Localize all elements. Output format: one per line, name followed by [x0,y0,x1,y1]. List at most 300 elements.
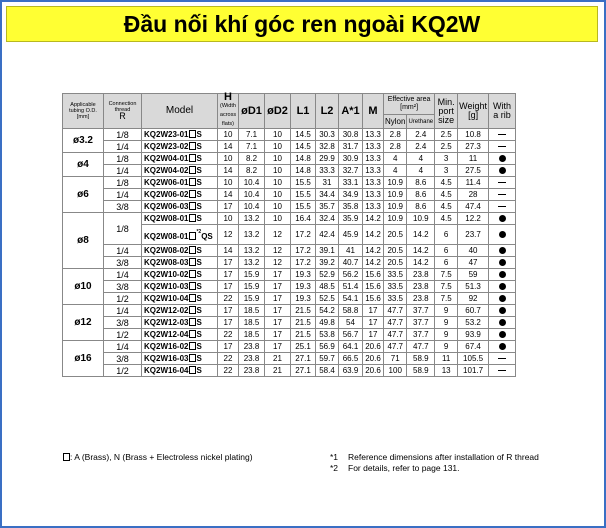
d2-cell: 21 [265,353,291,365]
l2-cell: 39.2 [316,257,339,269]
spec-table-body [63,129,516,377]
h-cell: 10 [218,153,239,165]
l2-cell: 32.8 [316,141,339,153]
notes-left [62,452,253,463]
l1-cell: 14.5 [291,129,316,141]
urethane-cell: 8.6 [407,177,435,189]
port-cell: 4.5 [435,213,458,225]
thread-cell: 1/2 [104,293,142,305]
thread-cell: 1/8 [104,153,142,165]
model-suffix: S [196,245,202,255]
model-cell [142,257,218,269]
model-footnote: *2 [196,229,202,235]
d2-cell: 17 [265,305,291,317]
h-cell: 10 [218,213,239,225]
urethane-cell: 8.6 [407,189,435,201]
nylon-cell: 47.7 [384,329,407,341]
header-nylon: Nylon [384,115,407,129]
urethane-cell: 4 [407,153,435,165]
port-cell: 9 [435,329,458,341]
placeholder-box-icon [189,306,196,314]
h-cell: 10 [218,129,239,141]
model-code: KQ2W08-01 [144,232,189,241]
rib-dot-icon [499,271,506,278]
model-cell [142,177,218,189]
d2-cell: 10 [265,213,291,225]
model-suffix: S [196,329,202,339]
table-row [63,189,516,201]
h-cell: 17 [218,341,239,353]
weight-cell: 101.7 [458,365,489,377]
rib-cell [489,189,516,201]
l2-cell: 52.9 [316,269,339,281]
weight-cell: 11 [458,153,489,165]
d2-cell: 10 [265,153,291,165]
l1-cell: 19.3 [291,293,316,305]
h-cell: 17 [218,201,239,213]
model-code: KQ2W12-03 [144,317,189,327]
urethane-cell: 37.7 [407,329,435,341]
thread-cell: 1/4 [104,269,142,281]
placeholder-box-icon [189,330,196,338]
l1-cell: 14.5 [291,141,316,153]
d2-cell: 17 [265,329,291,341]
model-suffix: S [196,353,202,363]
placeholder-box-icon [189,294,196,302]
thread-cell: 3/8 [104,317,142,329]
urethane-cell: 14.2 [407,257,435,269]
model-code: KQ2W08-02 [144,245,189,255]
urethane-cell: 2.4 [407,129,435,141]
h-cell: 14 [218,165,239,177]
d1-cell: 13.2 [239,225,265,245]
tubing-cell: ø16 [63,341,104,377]
rib-dot-icon [499,259,506,266]
a-cell: 33.1 [339,177,363,189]
d2-cell: 17 [265,341,291,353]
header-thread-label: Connection thread [108,101,137,113]
box-legend: : A (Brass), N (Brass + Electroless nickel plating) [70,452,253,462]
a-cell: 35.8 [339,201,363,213]
table-row [63,213,516,225]
m-cell: 15.6 [363,293,384,305]
h-cell: 17 [218,305,239,317]
model-code: KQ2W16-03 [144,353,189,363]
port-cell: 7.5 [435,269,458,281]
weight-cell: 60.7 [458,305,489,317]
urethane-cell: 4 [407,165,435,177]
rib-dot-icon [499,231,506,238]
table-row [63,293,516,305]
d1-cell: 23.8 [239,365,265,377]
thread-cell: 1/2 [104,365,142,377]
table-row [63,165,516,177]
d2-cell: 12 [265,225,291,245]
model-suffix: S [196,257,202,267]
placeholder-box-icon [189,130,196,138]
table-row [63,177,516,189]
m-cell: 20.6 [363,353,384,365]
rib-cell [489,281,516,293]
nylon-cell: 10.9 [384,201,407,213]
placeholder-box-icon [189,166,196,174]
no-rib-dash-icon [498,358,506,359]
thread-cell: 1/2 [104,329,142,341]
page-title: Đầu nối khí góc ren ngoài KQ2W [123,10,481,37]
nylon-cell: 47.7 [384,317,407,329]
model-cell [142,141,218,153]
model-code: KQ2W23-02 [144,141,189,151]
d2-cell: 10 [265,177,291,189]
model-code: KQ2W23-01 [144,129,189,139]
weight-cell: 92 [458,293,489,305]
placeholder-box-icon [189,178,196,186]
table-row [63,153,516,165]
a-cell: 31.7 [339,141,363,153]
urethane-cell: 23.8 [407,269,435,281]
table-row [63,245,516,257]
weight-cell: 28 [458,189,489,201]
urethane-cell: 2.4 [407,141,435,153]
a-cell: 45.9 [339,225,363,245]
thread-cell: 1/4 [104,245,142,257]
m-cell: 14.2 [363,257,384,269]
model-code: KQ2W10-03 [144,281,189,291]
nylon-cell: 2.8 [384,129,407,141]
d2-cell: 10 [265,201,291,213]
urethane-cell: 23.8 [407,281,435,293]
h-cell: 17 [218,317,239,329]
rib-cell [489,177,516,189]
thread-cell: 1/8 [104,213,142,245]
nylon-cell: 47.7 [384,305,407,317]
m-cell: 13.3 [363,153,384,165]
model-suffix: S [196,305,202,315]
table-row [63,141,516,153]
h-cell: 22 [218,293,239,305]
tubing-cell: ø10 [63,269,104,305]
weight-cell: 23.7 [458,225,489,245]
model-suffix: S [196,365,202,375]
rib-cell [489,129,516,141]
l2-cell: 31 [316,177,339,189]
m-cell: 13.3 [363,201,384,213]
tubing-cell: ø8 [63,213,104,269]
l1-cell: 17.2 [291,245,316,257]
header-m: M [363,94,384,129]
rib-dot-icon [499,307,506,314]
model-code: KQ2W12-04 [144,329,189,339]
model-code: KQ2W10-04 [144,293,189,303]
rib-cell [489,165,516,177]
m-cell: 13.3 [363,165,384,177]
port-cell: 13 [435,365,458,377]
placeholder-box-icon [189,246,196,254]
d1-cell: 13.2 [239,245,265,257]
urethane-cell: 14.2 [407,245,435,257]
l1-cell: 27.1 [291,353,316,365]
port-cell: 3 [435,165,458,177]
d2-cell: 10 [265,165,291,177]
notes-right [330,452,550,474]
table-row [63,269,516,281]
m-cell: 17 [363,329,384,341]
urethane-cell: 8.6 [407,201,435,213]
rib-dot-icon [499,247,506,254]
header-effective-area: Effective area [mm²] [384,94,435,115]
no-rib-dash-icon [498,370,506,371]
nylon-cell: 33.5 [384,269,407,281]
urethane-cell: 23.8 [407,293,435,305]
l1-cell: 15.5 [291,177,316,189]
port-cell: 4.5 [435,189,458,201]
no-rib-dash-icon [498,194,506,195]
model-suffix: S [196,269,202,279]
thread-cell: 1/4 [104,305,142,317]
placeholder-box-icon [189,232,196,240]
a-cell: 35.9 [339,213,363,225]
placeholder-box-icon [189,282,196,290]
d1-cell: 13.2 [239,257,265,269]
model-cell [142,365,218,377]
nylon-cell: 20.5 [384,245,407,257]
weight-cell: 27.5 [458,165,489,177]
table-row [63,305,516,317]
placeholder-box-icon [189,202,196,210]
model-code: KQ2W04-01 [144,153,189,163]
m-cell: 13.3 [363,141,384,153]
header-thread-sub: R [119,111,126,121]
m-cell: 20.6 [363,365,384,377]
placeholder-box-icon [189,142,196,150]
a-cell: 66.5 [339,353,363,365]
header-l2: L2 [316,94,339,129]
port-cell: 9 [435,341,458,353]
model-suffix: S [196,281,202,291]
urethane-cell: 37.7 [407,305,435,317]
placeholder-box-icon [63,453,70,461]
h-cell: 22 [218,329,239,341]
rib-cell [489,365,516,377]
h-cell: 22 [218,353,239,365]
nylon-cell: 4 [384,153,407,165]
d1-cell: 7.1 [239,129,265,141]
rib-cell [489,293,516,305]
rib-dot-icon [499,155,506,162]
rib-cell [489,245,516,257]
model-cell [142,245,218,257]
port-cell: 4.5 [435,177,458,189]
l1-cell: 25.1 [291,341,316,353]
l2-cell: 39.1 [316,245,339,257]
nylon-cell: 33.5 [384,293,407,305]
l2-cell: 32.4 [316,213,339,225]
header-weight: Weight [g] [458,94,489,129]
h-cell: 17 [218,281,239,293]
a-cell: 56.2 [339,269,363,281]
model-suffix: S [196,189,202,199]
m-cell: 17 [363,317,384,329]
rib-dot-icon [499,283,506,290]
h-cell: 22 [218,365,239,377]
l2-cell: 33.3 [316,165,339,177]
model-suffix: S [196,213,202,223]
note-1-text: Reference dimensions after installation of R thread [348,452,539,462]
a-cell: 30.8 [339,129,363,141]
thread-cell: 1/4 [104,189,142,201]
weight-cell: 47.4 [458,201,489,213]
port-cell: 2.5 [435,129,458,141]
d1-cell: 13.2 [239,213,265,225]
header-min-port: Min. port size [435,94,458,129]
no-rib-dash-icon [498,146,506,147]
a-cell: 51.4 [339,281,363,293]
m-cell: 13.3 [363,177,384,189]
tubing-cell: ø3.2 [63,129,104,153]
urethane-cell: 37.7 [407,317,435,329]
m-cell: 20.6 [363,341,384,353]
model-code: KQ2W06-02 [144,189,189,199]
d2-cell: 12 [265,257,291,269]
header-tubing: Applicable tubing O.D. [mm] [63,94,104,129]
port-cell: 2.5 [435,141,458,153]
header-a: A*1 [339,94,363,129]
placeholder-box-icon [189,354,196,362]
model-code: KQ2W10-02 [144,269,189,279]
h-cell: 14 [218,141,239,153]
d1-cell: 8.2 [239,153,265,165]
d2-cell: 10 [265,189,291,201]
a-cell: 64.1 [339,341,363,353]
table-row [63,329,516,341]
thread-cell: 3/8 [104,201,142,213]
model-suffix: S [196,341,202,351]
l1-cell: 17.2 [291,225,316,245]
weight-cell: 11.4 [458,177,489,189]
model-cell [142,281,218,293]
header-d2: øD2 [265,94,291,129]
model-suffix: S [196,177,202,187]
model-suffix: S [196,129,202,139]
weight-cell: 10.8 [458,129,489,141]
l2-cell: 35.7 [316,201,339,213]
placeholder-box-icon [189,214,196,222]
d1-cell: 18.5 [239,305,265,317]
port-cell: 7.5 [435,281,458,293]
table-row [63,281,516,293]
model-cell [142,269,218,281]
weight-cell: 105.5 [458,353,489,365]
header-thread [104,94,142,129]
nylon-cell: 33.5 [384,281,407,293]
model-code: KQ2W06-03 [144,201,189,211]
model-code: KQ2W06-01 [144,177,189,187]
port-cell: 7.5 [435,293,458,305]
a-cell: 63.9 [339,365,363,377]
l1-cell: 14.8 [291,165,316,177]
d1-cell: 23.8 [239,341,265,353]
a-cell: 40.7 [339,257,363,269]
d1-cell: 8.2 [239,165,265,177]
l2-cell: 54.2 [316,305,339,317]
rib-cell [489,341,516,353]
rib-cell [489,213,516,225]
m-cell: 14.2 [363,225,384,245]
model-code: KQ2W08-03 [144,257,189,267]
a-cell: 32.7 [339,165,363,177]
placeholder-box-icon [189,270,196,278]
urethane-cell: 47.7 [407,341,435,353]
h-cell: 14 [218,189,239,201]
model-cell [142,189,218,201]
m-cell: 15.6 [363,269,384,281]
nylon-cell: 20.5 [384,225,407,245]
rib-dot-icon [499,319,506,326]
table-row [63,341,516,353]
d1-cell: 18.5 [239,329,265,341]
model-cell [142,153,218,165]
header-l1: L1 [291,94,316,129]
thread-cell: 1/8 [104,177,142,189]
model-cell [142,317,218,329]
d1-cell: 10.4 [239,189,265,201]
d1-cell: 23.8 [239,353,265,365]
l2-cell: 58.4 [316,365,339,377]
l1-cell: 27.1 [291,365,316,377]
rib-cell [489,329,516,341]
weight-cell: 12.2 [458,213,489,225]
rib-cell [489,257,516,269]
h-cell: 10 [218,177,239,189]
l2-cell: 34.4 [316,189,339,201]
spec-table [62,93,516,377]
table-row [63,129,516,141]
table-row [63,201,516,213]
placeholder-box-icon [189,318,196,326]
l2-cell: 30.3 [316,129,339,141]
urethane-cell: 58.9 [407,353,435,365]
d2-cell: 17 [265,281,291,293]
weight-cell: 59 [458,269,489,281]
d2-cell: 17 [265,293,291,305]
model-suffix: S [196,141,202,151]
rib-cell [489,141,516,153]
spec-table-container [62,93,516,377]
l1-cell: 14.8 [291,153,316,165]
model-suffix: S [196,293,202,303]
l2-cell: 29.9 [316,153,339,165]
rib-dot-icon [499,295,506,302]
d1-cell: 15.9 [239,269,265,281]
model-suffix: S [196,317,202,327]
l1-cell: 15.5 [291,189,316,201]
port-cell: 3 [435,153,458,165]
a-cell: 41 [339,245,363,257]
a-cell: 54.1 [339,293,363,305]
d2-cell: 17 [265,317,291,329]
model-cell [142,213,218,225]
urethane-cell: 58.9 [407,365,435,377]
rib-dot-icon [499,343,506,350]
nylon-cell: 20.5 [384,257,407,269]
urethane-cell: 10.9 [407,213,435,225]
rib-dot-icon [499,167,506,174]
model-suffix: S [196,201,202,211]
port-cell: 9 [435,305,458,317]
l2-cell: 48.5 [316,281,339,293]
nylon-cell: 100 [384,365,407,377]
l1-cell: 16.4 [291,213,316,225]
